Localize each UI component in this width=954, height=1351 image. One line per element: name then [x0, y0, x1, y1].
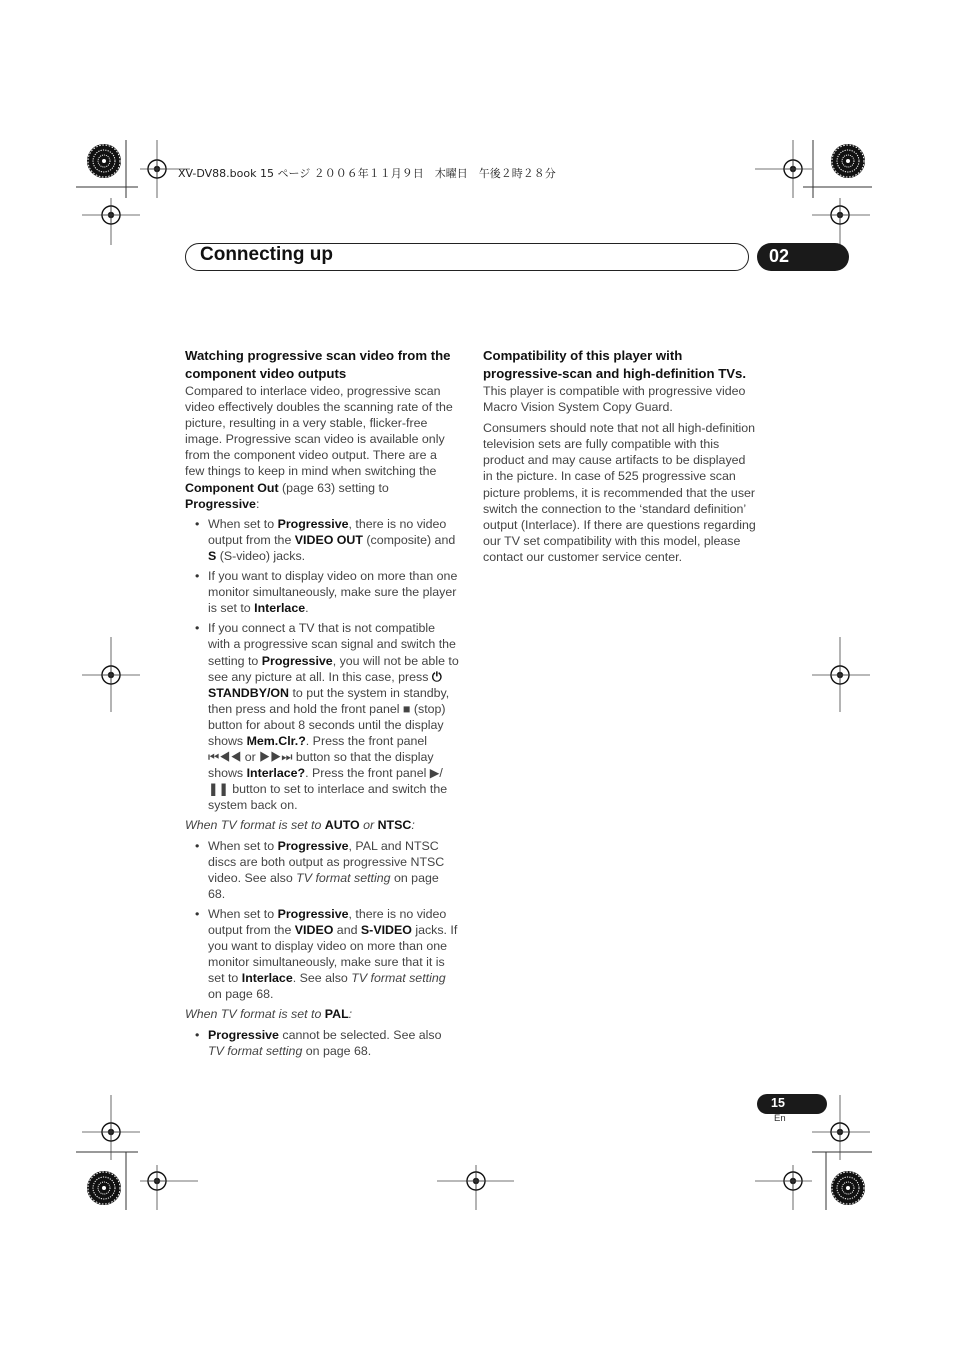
- left-heading: Watching progressive scan video from the component video outputs: [185, 348, 451, 381]
- list-item: • When set to Progressive, there is no video output from the VIDEO and S-VIDEO jacks. If you want to display video on more than one monitor simultaneously, make sure that it is set to Interlace. See also TV format setting on page 68.: [185, 906, 459, 1003]
- left-intro: Compared to interlace video, progressive scan video effectively doubles the scanning rate of the picture, resulting in a very stable, flicker-free image. Progressive scan video is available only from the component video output. There are a few things to keep in mind when switching the Component Out (page 63) setting to Progressive:: [185, 384, 453, 511]
- bullet-list: [185, 1027, 459, 1059]
- list-item: • When set to Progressive, PAL and NTSC discs are both output as progressive NTSC video. See also TV format setting on page 68.: [185, 838, 459, 902]
- left-column: [185, 347, 459, 1063]
- section-title: Connecting up: [200, 244, 333, 265]
- list-item: • Progressive cannot be selected. See also TV format setting on page 68.: [185, 1027, 459, 1059]
- bullet-list: [185, 838, 459, 1003]
- right-heading: Compatibility of this player with progressive-scan and high-definition TVs.: [483, 348, 747, 381]
- right-paragraph-2: Consumers should note that not all high-definition television sets are fully compatible with this product and may cause artifacts to be displayed in the picture. In case of 525 progressive scan picture problems, it is recommended that the user switch the connection to the ‘standard definition’ output (Interlace). If there are questions regarding our TV set compatibility with this model, please contact our customer service center.: [483, 421, 756, 564]
- right-column: [483, 347, 757, 565]
- subheading-auto-ntsc: When TV format is set to AUTO or NTSC:: [185, 818, 415, 833]
- chapter-number: 02: [769, 246, 790, 266]
- print-header: XV-DV88.book 15 ページ ２００６年１１月９日 木曜日 午後２時２８分: [178, 167, 556, 180]
- page-number: 15: [771, 1096, 785, 1110]
- bullet-list: [185, 516, 459, 814]
- list-item: • If you want to display video on more than one monitor simultaneously, make sure the player is set to Interlace.: [185, 568, 459, 616]
- page-number-badge: [757, 1094, 827, 1114]
- subheading-pal: When TV format is set to PAL:: [185, 1007, 353, 1022]
- right-paragraph-1: This player is compatible with progressive video Macro Vision System Copy Guard.: [483, 384, 746, 415]
- page-language: En: [774, 1113, 786, 1124]
- list-item: • If you connect a TV that is not compatible with a progressive scan signal and switch the setting to Progressive, you will not be able to see any picture at all. In this case, press ⏻ STANDBY/ON to put the system in standby, then press and hold the front panel ■ (stop) button for about 8 seconds until the display shows Mem.Clr.?. Press the front panel ⏮◀◀ or ▶▶⏭ button so that the display shows Interlace?. Press the front panel ▶/❚❚ button to set to interlace and switch the system back on.: [185, 620, 459, 813]
- list-item: • When set to Progressive, there is no video output from the VIDEO OUT (composite) and S (S-video) jacks.: [185, 516, 459, 564]
